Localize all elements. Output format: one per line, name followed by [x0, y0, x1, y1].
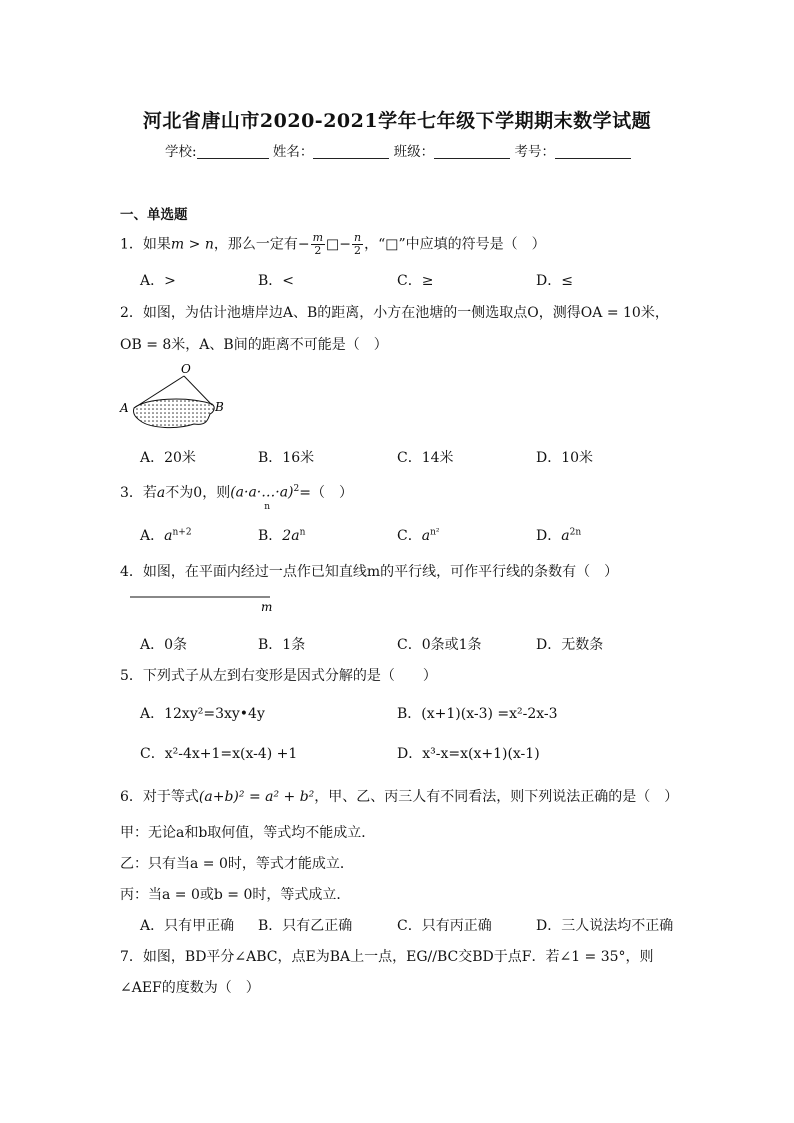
q3-option-a[interactable]: A．$a^{n+2}$ [140, 527, 192, 544]
question-3 [120, 482, 353, 513]
q6-equation: (a+b)² = a² + b² [198, 789, 315, 805]
q4-option-a[interactable]: A．0条 [140, 637, 188, 653]
q2-option-a[interactable]: A．20米 [140, 450, 196, 466]
student-info-line [165, 140, 631, 160]
q6-statement-bing: 丙：当a = 0或b = 0时，等式成立． [120, 887, 351, 903]
q4-option-c[interactable]: C．0条或1条 [397, 637, 482, 653]
q3-expression: (a·a·…·a)$^2$ n [230, 484, 300, 513]
q3-option-d[interactable]: D．$a^{2n}$ [536, 527, 582, 544]
q1-minus: − [297, 236, 310, 253]
q6-option-b[interactable]: B．只有乙正确 [258, 918, 353, 934]
q6-statement-yi: 乙：只有当a = 0时，等式才能成立． [120, 856, 354, 872]
q5-option-a[interactable]: A．12xy²=3xy•4y [140, 706, 265, 722]
q4-option-b[interactable]: B．1条 [258, 637, 306, 653]
q1-minus-2: − [339, 236, 351, 253]
school-blank[interactable] [197, 144, 269, 159]
q2-line-1: 2．如图，为估计池塘岸边A、B的距离，小方在池塘的一侧选取点O，测得OA = 10米， [120, 305, 669, 321]
q1-option-a[interactable]: A．> [140, 273, 176, 289]
school-label: 学校: [165, 144, 197, 160]
line-m-figure [128, 590, 278, 614]
q1-fraction-m: $\frac{m}{2}$ [312, 231, 324, 257]
q3-text-mid: 不为0，则 [165, 485, 231, 501]
q1-box: □ [326, 236, 340, 253]
line-m-label: m [261, 600, 273, 614]
q3-text-post: =（ ） [299, 485, 353, 501]
q5-option-d[interactable]: D．x³-x=x(x+1)(x-1) [397, 746, 540, 762]
q2-line-2: OB = 8米，A、B间的距离不可能是（ ） [120, 337, 388, 353]
q7-line-2: ∠AEF的度数为（ ） [120, 980, 260, 996]
page-title: 河北省唐山市2020-2021学年七年级下学期期末数学试题 [142, 110, 652, 132]
class-label: 班级： [393, 144, 435, 160]
q3-var-a: a [156, 485, 166, 501]
q1-fraction-n: $\frac{n}{2}$ [354, 231, 362, 257]
q6-option-a[interactable]: A．只有甲正确 [140, 918, 235, 934]
q1-option-b[interactable]: B．< [258, 273, 295, 289]
q2-option-c[interactable]: C．14米 [397, 450, 454, 466]
q7-line-1: 7．如图，BD平分∠ABC，点E为BA上一点，EG//BC交BD于点F．若∠1 = 35°，则 [120, 949, 654, 965]
pond-shape [133, 399, 214, 428]
q1-text-mid: ，那么一定有 [213, 236, 298, 253]
question-6 [120, 786, 678, 806]
q3-text-pre: 3．若 [120, 485, 157, 501]
q1-text-post: ，“□”中应填的符号是（ ） [364, 236, 546, 253]
q5-text: 5．下列式子从左到右变形是因式分解的是（ ） [120, 668, 437, 684]
class-blank[interactable] [434, 144, 510, 159]
q6-text-pre: 6．对于等式 [120, 789, 199, 805]
point-a-label: A [120, 401, 129, 415]
q6-option-d[interactable]: D．三人说法均不正确 [536, 918, 674, 934]
q3-option-c[interactable]: C．$a^{n^2}$ [397, 527, 440, 544]
q6-option-c[interactable]: C．只有丙正确 [397, 918, 492, 934]
q1-number: 1． [120, 236, 143, 253]
number-label: 考号： [514, 144, 555, 160]
section-heading: 一、单选题 [120, 207, 188, 223]
q3-underbrace-n: n [264, 502, 270, 513]
number-blank[interactable] [555, 144, 631, 159]
point-o-label: O [181, 362, 191, 376]
q2-option-b[interactable]: B．16米 [258, 450, 315, 466]
q1-text-pre: 如果 [142, 236, 171, 253]
q1-condition: m > n [170, 236, 214, 253]
q3-option-b[interactable]: B．$2a^n$ [258, 527, 306, 544]
q4-option-d[interactable]: D．无数条 [536, 637, 604, 653]
name-blank[interactable] [313, 144, 389, 159]
q1-option-d[interactable]: D．≤ [536, 273, 573, 289]
pond-figure [116, 360, 226, 435]
q6-statement-jia: 甲：无论a和b取何值，等式均不能成立． [120, 825, 376, 841]
name-label: 姓名： [272, 144, 314, 160]
q5-option-b[interactable]: B．(x+1)(x-3) =x²-2x-3 [397, 706, 558, 722]
q5-option-c[interactable]: C．x²-4x+1=x(x-4) +1 [140, 746, 298, 762]
point-b-label: B [215, 400, 224, 414]
q2-option-d[interactable]: D．10米 [536, 450, 594, 466]
q1-option-c[interactable]: C．≥ [397, 273, 434, 289]
question-1 [120, 232, 546, 257]
q4-text: 4．如图，在平面内经过一点作已知直线m的平行线，可作平行线的条数有（ ） [120, 564, 619, 580]
q6-text-post: ，甲、乙、丙三人有不同看法，则下列说法正确的是（ ） [314, 789, 679, 805]
